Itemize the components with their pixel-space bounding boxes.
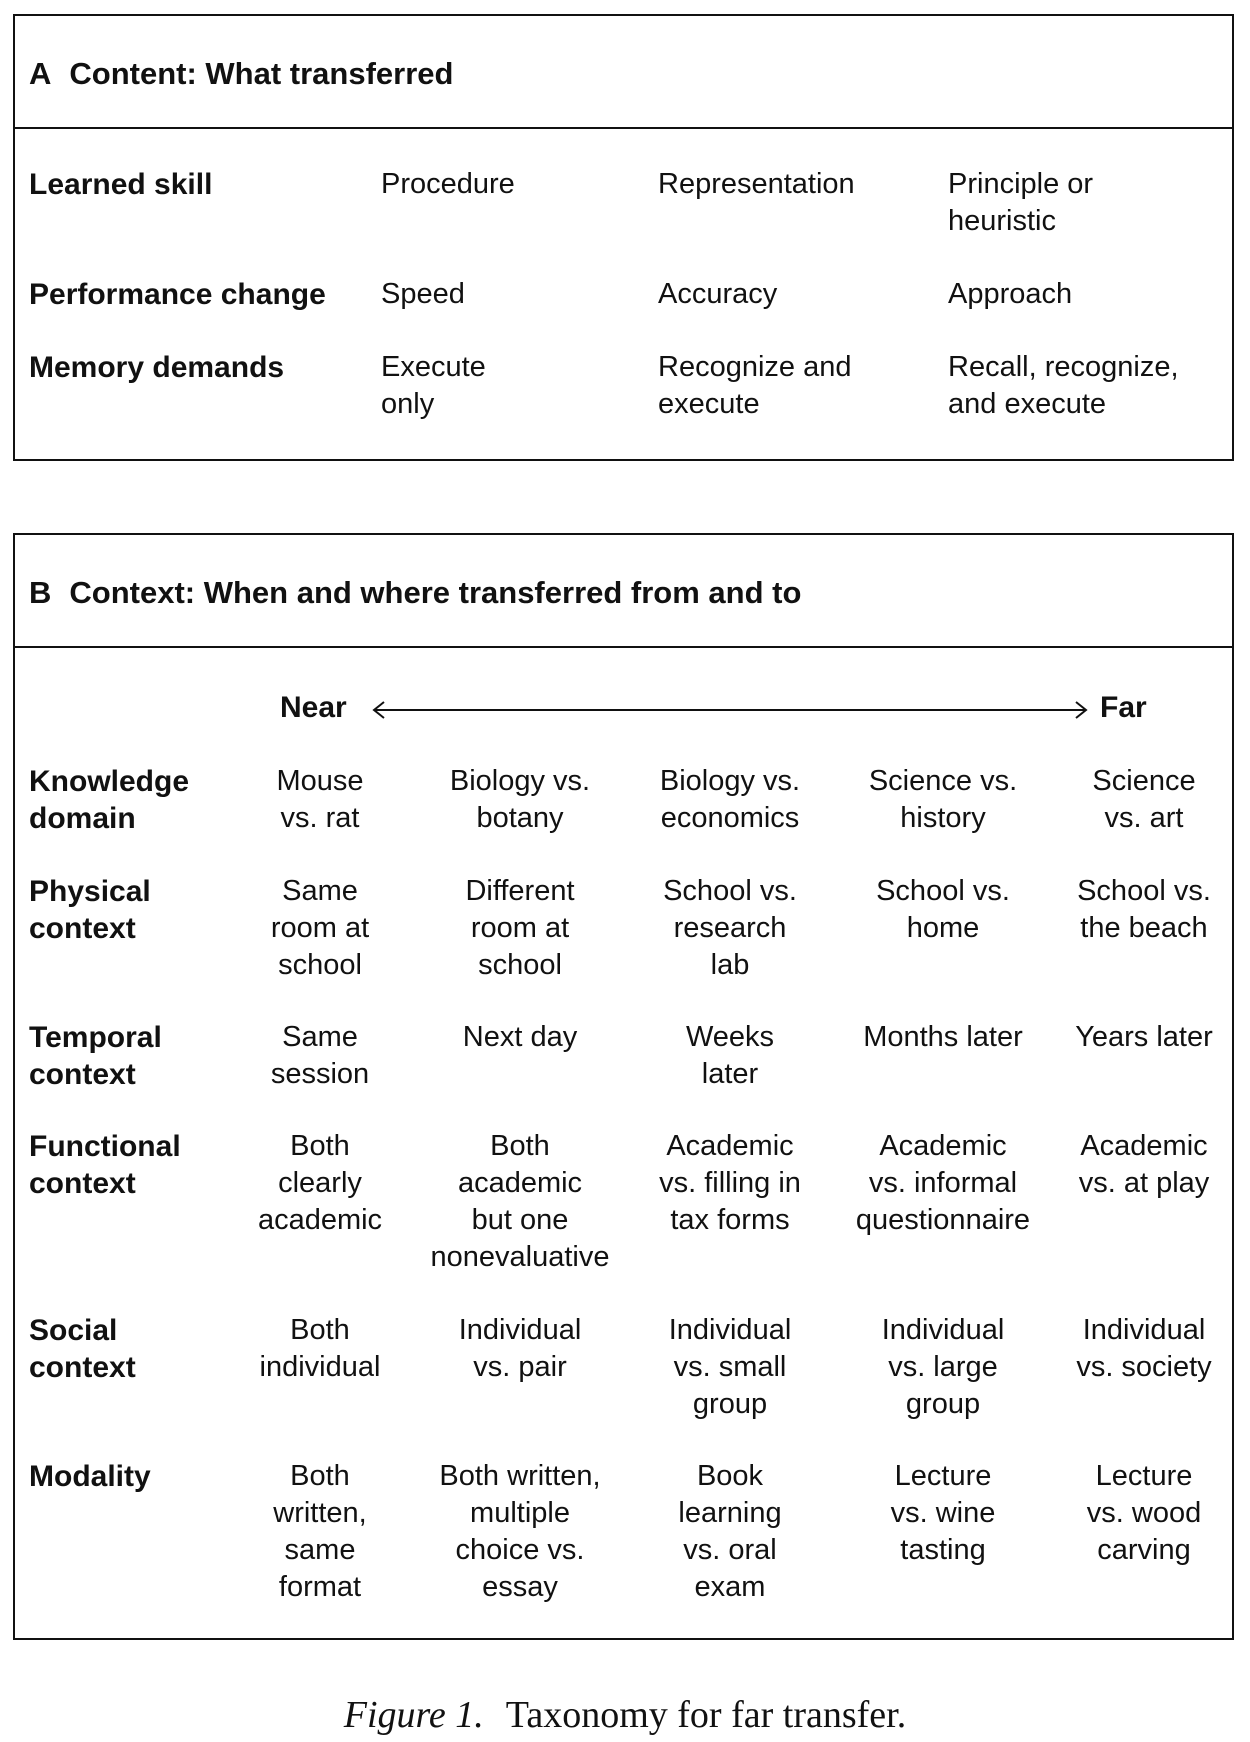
panel-b-cell: Different room at school xyxy=(465,875,575,981)
panel-b-cell: Lecture vs. wood carving xyxy=(1086,1460,1202,1566)
panel-b-row-label-modality: Modality xyxy=(29,1460,151,1493)
panel-b-cell: Years later xyxy=(1075,1021,1213,1053)
panel-a-cell: Representation xyxy=(658,168,855,200)
panel-b-row-label-functional-context: Functional context xyxy=(29,1130,181,1200)
panel-b-cell: Individual vs. society xyxy=(1076,1314,1212,1383)
panel-b-header xyxy=(15,535,1232,648)
panel-a-cell: Recognize and execute xyxy=(658,351,852,420)
panel-b-row-label-knowledge-domain: Knowledge domain xyxy=(29,765,190,835)
panel-a-cell: Speed xyxy=(381,278,465,310)
panel-b-cell: School vs. home xyxy=(876,875,1010,944)
panel-b-cell: Academic vs. filling in tax forms xyxy=(659,1130,801,1236)
panel-b-cell: Academic vs. informal questionnaire xyxy=(855,1130,1031,1236)
panel-b-row-label-social-context: Social context xyxy=(29,1314,136,1384)
panel-b-title-text: Context: When and where transferred from and to xyxy=(69,575,802,610)
panel-b-cell: Biology vs. economics xyxy=(659,765,801,834)
panel-b-cell: School vs. research lab xyxy=(663,875,797,981)
figure-caption xyxy=(0,1693,1250,1737)
panel-b-cell: Lecture vs. wine tasting xyxy=(890,1460,996,1566)
scale-far-label: Far xyxy=(1100,691,1147,724)
scale-near-label: Near xyxy=(280,691,347,724)
panel-b-cell: Science vs. history xyxy=(868,765,1018,834)
panel-b-row-label-temporal-context: Temporal context xyxy=(29,1021,162,1091)
panel-b-cell: Mouse vs. rat xyxy=(276,765,364,834)
panel-b-title xyxy=(29,575,801,611)
panel-a-row-label-memory-demands: Memory demands xyxy=(29,351,285,384)
panel-b-cell: Individual vs. small group xyxy=(668,1314,792,1420)
panel-a-row-label-performance-change: Performance change xyxy=(29,278,326,311)
panel-b-cell: Both academic but one nonevaluative xyxy=(430,1130,610,1273)
panel-a-header xyxy=(15,16,1232,129)
panel-b-context xyxy=(13,533,1234,1640)
panel-b-cell: Same room at school xyxy=(270,875,370,981)
panel-a-cell: Approach xyxy=(948,278,1073,310)
panel-b-cell: School vs. the beach xyxy=(1077,875,1211,944)
panel-b-row-label-physical-context: Physical context xyxy=(29,875,151,945)
figure-caption-text: Taxonomy for far transfer. xyxy=(505,1694,907,1736)
panel-b-cell: Book learning vs. oral exam xyxy=(678,1460,782,1603)
figure-number: Figure 1. xyxy=(343,1694,484,1736)
panel-b-cell: Academic vs. at play xyxy=(1078,1130,1210,1199)
panel-b-cell: Both written, multiple choice vs. essay xyxy=(439,1460,601,1603)
panel-b-cell: Both individual xyxy=(259,1314,381,1383)
panel-b-cell: Next day xyxy=(462,1021,578,1053)
panel-b-cell: Both clearly academic xyxy=(257,1130,383,1236)
panel-b-cell: Biology vs. botany xyxy=(449,765,591,834)
panel-a-cell: Accuracy xyxy=(658,278,778,310)
panel-b-cell: Individual vs. large group xyxy=(881,1314,1005,1420)
panel-a-title xyxy=(29,56,453,92)
panel-a-cell: Principle or heuristic xyxy=(948,168,1094,237)
panel-b-cell: Both written, same format xyxy=(273,1460,367,1603)
panel-b-cell: Science vs. art xyxy=(1092,765,1196,834)
panel-a-letter: A xyxy=(29,56,52,91)
panel-a-cell: Recall, recognize, and execute xyxy=(948,351,1179,420)
panel-b-cell: Same session xyxy=(270,1021,370,1090)
panel-b-cell: Individual vs. pair xyxy=(458,1314,582,1383)
panel-b-letter: B xyxy=(29,575,52,610)
panel-a-content xyxy=(13,14,1234,461)
panel-a-row-label-learned-skill: Learned skill xyxy=(29,168,213,201)
panel-a-title-text: Content: What transferred xyxy=(69,56,454,91)
near-far-arrow xyxy=(370,695,1110,725)
panel-b-cell: Months later xyxy=(863,1021,1023,1053)
panel-a-cell: Execute only xyxy=(381,351,486,420)
panel-a-cell: Procedure xyxy=(381,168,515,200)
panel-b-cell: Weeks later xyxy=(685,1021,775,1090)
